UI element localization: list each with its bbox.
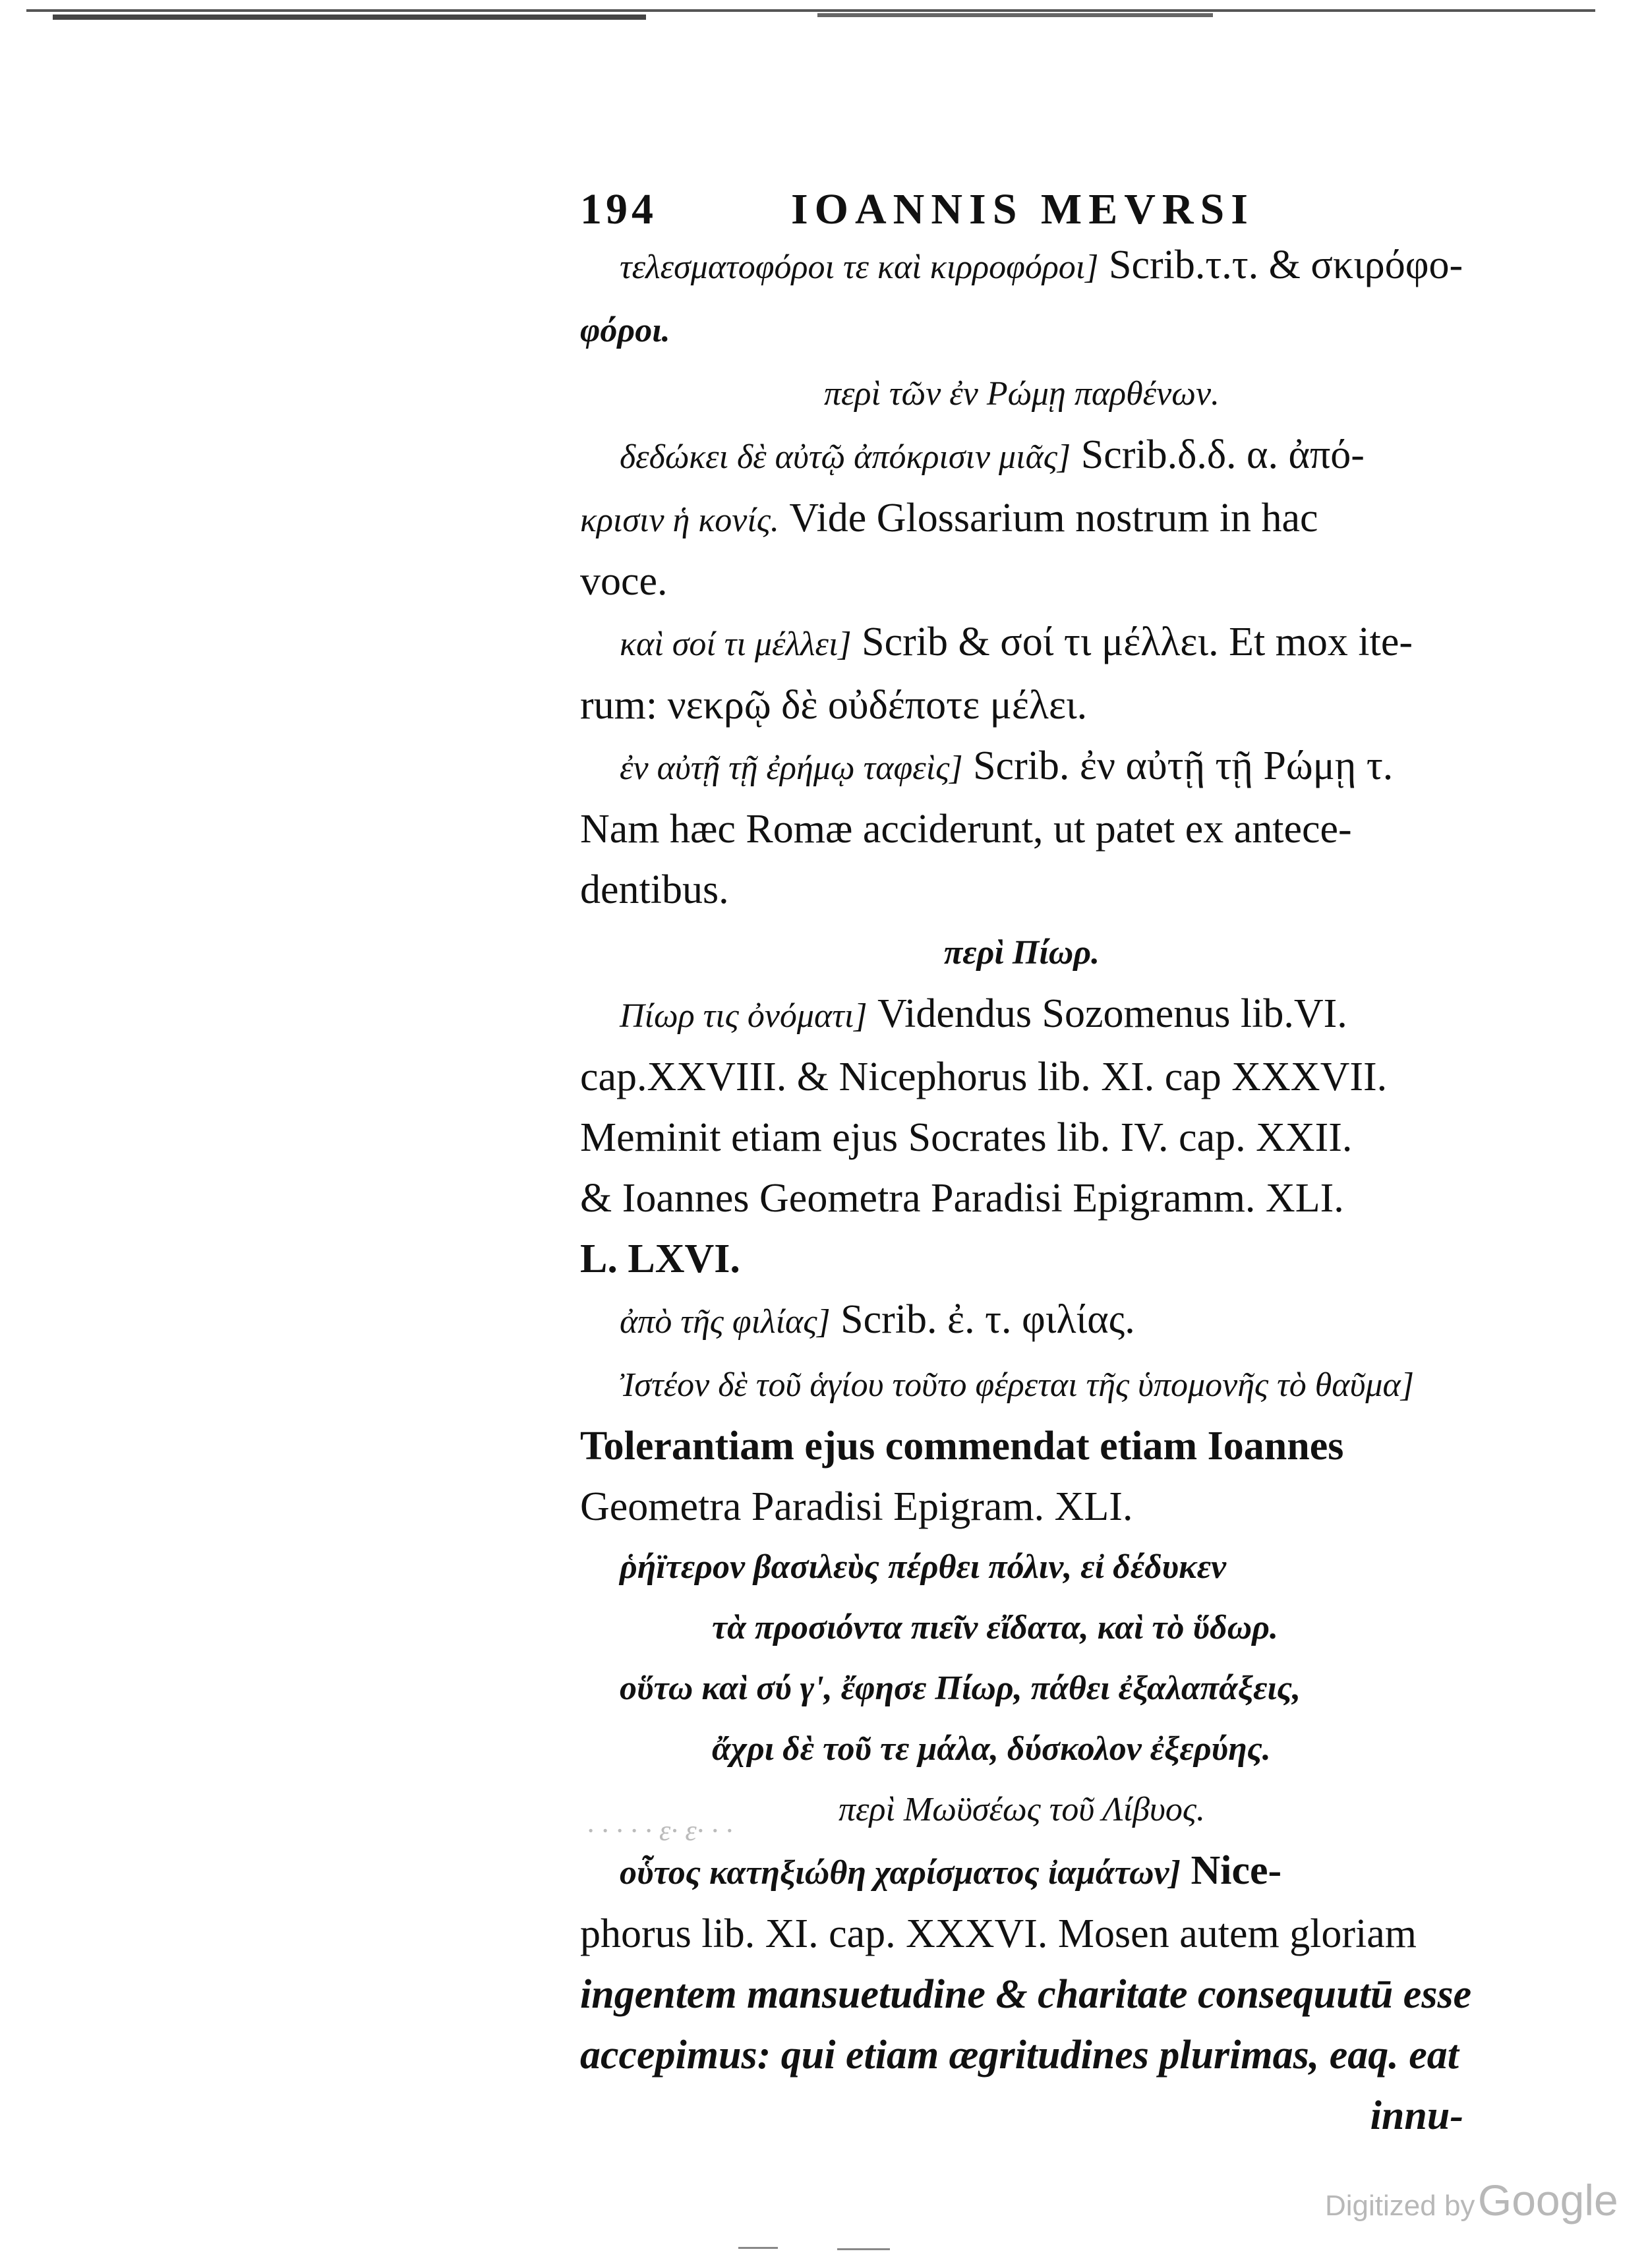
running-header	[580, 185, 1463, 235]
latin-text: Geometra Paradisi Epigram. XLI.	[580, 1484, 1133, 1529]
line	[580, 612, 1463, 675]
top-edge-rule	[26, 7, 1595, 22]
line	[580, 488, 1463, 551]
section-heading: περὶ τῶν ἐν Ρώμῃ παρθένων.	[823, 375, 1220, 413]
line	[580, 1047, 1463, 1107]
line	[580, 799, 1463, 859]
section-heading: περὶ Μωϋσέως τοῦ Λίβυος.	[838, 1791, 1206, 1828]
latin-text: Videndus Sozomenus lib.VI.	[867, 991, 1347, 1036]
greek-text: ἀπὸ τῆς φιλίας]	[620, 1303, 831, 1341]
line	[580, 235, 1463, 298]
latin-text: L. LXVI.	[580, 1236, 740, 1281]
line	[580, 983, 1463, 1047]
verse-line: ῥήϊτερον βασιλεὺς πέρθει πόλιν, εἰ δέδυκεν	[620, 1548, 1227, 1586]
latin-text: Meminit etiam ejus Socrates lib. IV. cap. XXII.	[580, 1115, 1353, 1160]
line	[580, 2025, 1463, 2085]
latin-text: Nam hæc Romæ acciderunt, ut patet ex antece-	[580, 807, 1352, 852]
google-logo: Google	[1477, 2176, 1618, 2224]
latin-text: rum: νεκρῷ δὲ οὐδέποτε μέλει.	[580, 683, 1088, 728]
section-heading: περὶ Πίωρ.	[943, 934, 1100, 972]
line	[580, 551, 1463, 612]
catchword: innu-	[1370, 2093, 1463, 2138]
latin-text: phorus lib. XI. cap. XXXVI. Mosen autem gloriam	[580, 1911, 1417, 1956]
latin-text: & Ioannes Geometra Paradisi Epigramm. XLI.	[580, 1176, 1344, 1221]
page-number: 194	[580, 185, 657, 233]
line	[580, 1229, 1463, 1289]
greek-text: φόροι.	[580, 312, 670, 349]
verse-line: τὰ προσιόντα πιεῖν εἴδατα, καὶ τὸ ὕδωρ.	[712, 1609, 1279, 1646]
greek-text: ἐν αὐτῇ τῇ ἐρήμῳ ταφεὶς]	[620, 749, 963, 787]
line	[580, 1964, 1472, 2025]
latin-text: Scrib. ἐ. τ. φιλίας.	[830, 1297, 1135, 1342]
line	[580, 1904, 1463, 1964]
latin-text: voce.	[580, 559, 668, 604]
latin-text: Tolerantiam ejus commendat etiam Ioannes	[580, 1424, 1344, 1468]
watermark-prefix: Digitized by	[1325, 2190, 1475, 2222]
line	[580, 1476, 1463, 1537]
latin-text: Scrib.δ.δ. α. ἀπό-	[1071, 432, 1365, 477]
latin-text: Nice-	[1180, 1848, 1282, 1893]
line	[580, 736, 1463, 799]
line	[580, 675, 1463, 736]
faint-marginalia: · · · · · ε· ε· · ·	[587, 1815, 733, 1847]
greek-text: κρισιν ἡ κονίς.	[580, 502, 779, 539]
greek-text: Ἰστέον δὲ τοῦ ἁγίου τοῦτο φέρεται τῆς ὑπομονῆς τὸ θαῦμα]	[620, 1366, 1415, 1404]
latin-text: Vide Glossarium nostrum in hac	[779, 496, 1318, 540]
latin-text: accepimus: qui etiam ægritudines plurimas, eaq. eat	[580, 2033, 1459, 2078]
line	[580, 1840, 1463, 1904]
bottom-edge-marks	[738, 2244, 936, 2252]
latin-text: ingentem mansuetudine & charitate consequutū esse	[580, 1972, 1472, 2017]
latin-text: Scrib. ἐν αὐτῇ τῇ Ρώμῃ τ.	[962, 743, 1394, 788]
running-title: IOANNIS MEVRSI	[791, 185, 1254, 233]
latin-text: cap.XXVIII. & Nicephorus lib. XI. cap XXXVII.	[580, 1055, 1388, 1099]
greek-text: οὗτος κατηξιώθη χαρίσματος ἰαμάτων]	[620, 1854, 1181, 1892]
line	[580, 1352, 1463, 1416]
line	[580, 298, 1463, 361]
latin-text: Scrib.τ.τ. & σκιρόφο-	[1098, 243, 1463, 287]
line	[580, 859, 1463, 920]
verse-line: οὕτω καὶ σύ γ', ἔφησε Πίωρ, πάθει ἐξαλαπάξεις,	[620, 1670, 1301, 1707]
text-column	[580, 185, 1472, 2146]
greek-text: δεδώκει δὲ αὐτῷ ἀπόκρισιν μιᾶς]	[620, 438, 1071, 476]
line	[580, 1416, 1463, 1476]
line	[580, 424, 1463, 488]
line	[580, 1289, 1463, 1352]
line	[580, 1168, 1463, 1229]
digitized-watermark	[1325, 2175, 1618, 2225]
latin-text: Scrib & σοί τι μέλλει. Et mox ite-	[851, 620, 1413, 664]
greek-text: τελεσματοφόροι τε καὶ κιρροφόροι]	[620, 248, 1099, 286]
verse-line: ἄχρι δὲ τοῦ τε μάλα, δύσκολον ἐξερύης.	[712, 1730, 1271, 1768]
line	[580, 1107, 1463, 1168]
greek-text: Πίωρ τις ὀνόματι]	[620, 997, 868, 1035]
greek-text: καὶ σοί τι μέλλει]	[620, 625, 852, 663]
latin-text: dentibus.	[580, 867, 729, 912]
